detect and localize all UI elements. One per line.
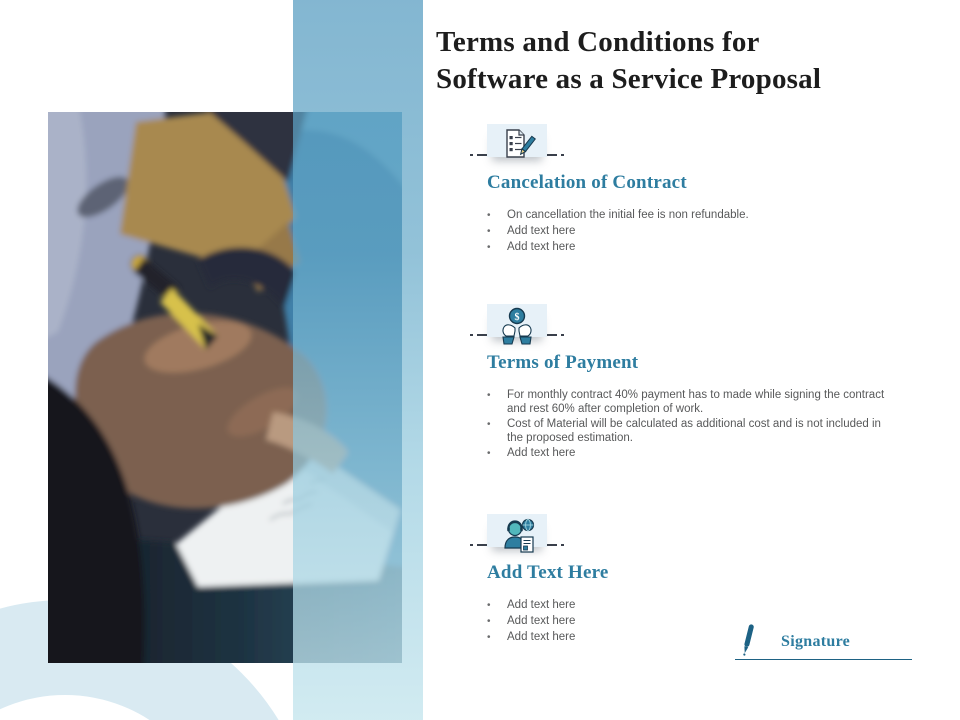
bullet-item: • Cost of Material will be calculated as additional cost and is not included in the proposed estimation. — [487, 417, 899, 445]
bullet-list — [487, 388, 899, 462]
bullet-marker — [487, 614, 507, 629]
bullet-item: • Add text here — [487, 630, 899, 645]
section-heading: Terms of Payment — [487, 352, 639, 373]
bullet-item: • For monthly contract 40% payment has to made while signing the contract and rest 60% after completion of work. — [487, 388, 899, 416]
section-icon-block — [471, 124, 563, 170]
bullet-item: • Add text here — [487, 240, 899, 255]
section-heading: Cancelation of Contract — [487, 172, 687, 193]
svg-text:$: $ — [514, 312, 520, 323]
bullet-marker — [487, 240, 507, 255]
signature-block — [735, 622, 912, 660]
bullet-marker — [487, 598, 507, 613]
bullet-item: • Add text here — [487, 614, 899, 629]
bullet-list — [487, 208, 899, 256]
section-icon-block — [471, 304, 563, 350]
bullet-marker — [487, 446, 507, 461]
section-cancelation-of-contract — [437, 124, 917, 253]
section-heading: Add Text Here — [487, 562, 609, 583]
slide-title-line1: Terms and Conditions for — [436, 26, 760, 58]
signature-label: Signature — [781, 633, 851, 650]
person-with-document-icon — [495, 515, 539, 557]
bullet-item: • On cancellation the initial fee is non refundable. — [487, 208, 899, 223]
payment-hands-coin-icon — [495, 305, 539, 347]
bullet-marker — [487, 224, 507, 239]
slide-title — [436, 24, 916, 98]
contract-document-icon — [497, 125, 537, 167]
vertical-accent-band — [293, 0, 423, 720]
pen-icon — [739, 622, 757, 658]
section-icon-block — [471, 514, 563, 560]
bullet-marker — [487, 208, 507, 223]
bullet-marker — [487, 388, 507, 416]
bullet-item: • Add text here — [487, 598, 899, 613]
bullet-item: • Add text here — [487, 224, 899, 239]
bullet-item: • Add text here — [487, 446, 899, 461]
bullet-marker — [487, 630, 507, 645]
slide-title-line2: Software as a Service Proposal — [436, 63, 822, 95]
section-terms-of-payment — [437, 304, 917, 459]
bullet-marker — [487, 417, 507, 445]
